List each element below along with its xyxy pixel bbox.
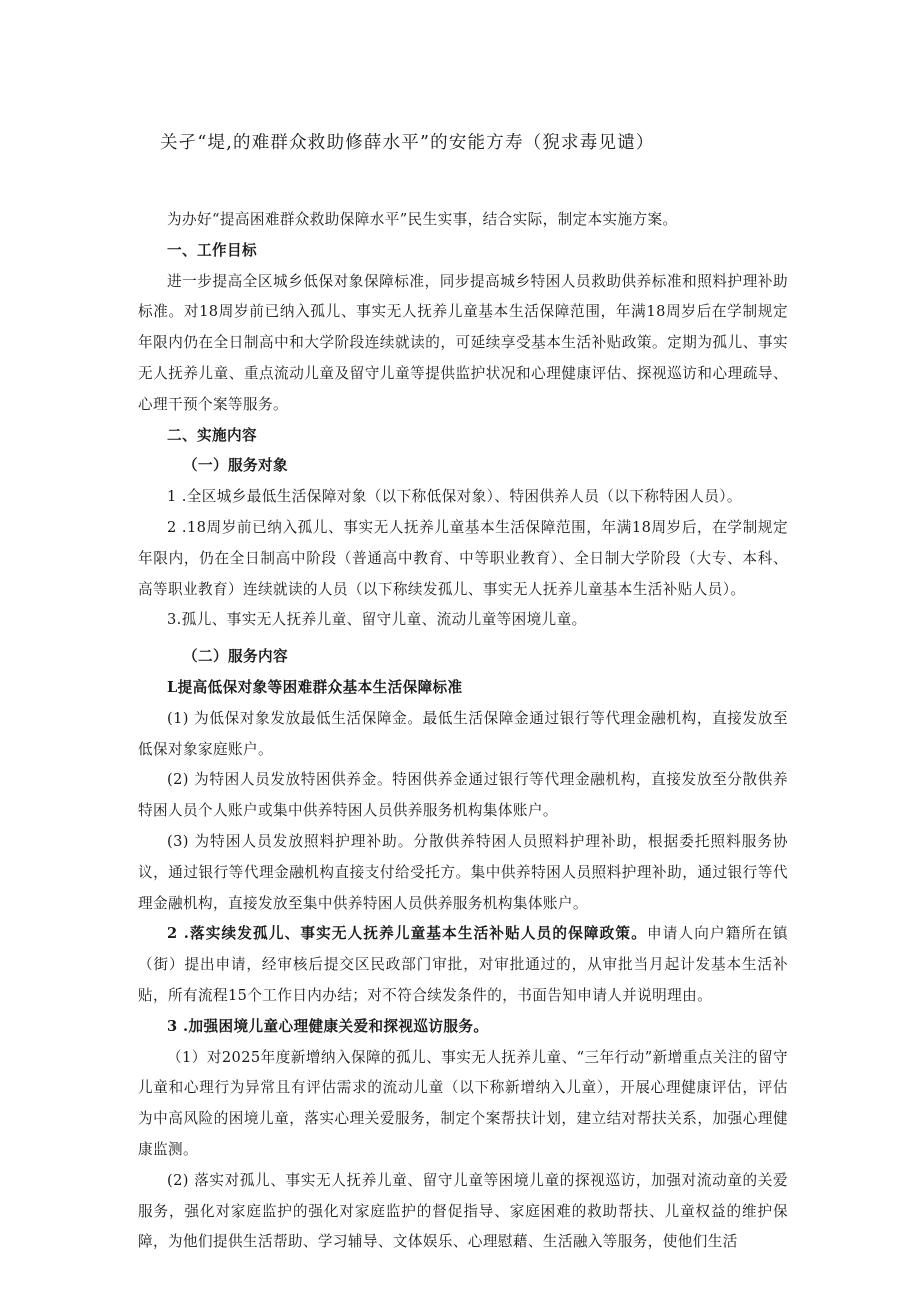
- target-item-1: 1 .全区城乡最低生活保障对象（以下称低保对象）、特困供养人员（以下称特困人员）。: [167, 488, 742, 506]
- section-heading-content: 二、实施内容: [167, 426, 257, 444]
- document-body: [138, 205, 788, 1258]
- item-1-paragraph-3: (3) 为特困人员发放照料护理补助。分散供养特困人员照料护理补助，根据委托照料服务协议，通过银行等代理金融机构直接支付给受托方。集中供养特困人员照料护理补助，通过银行等代理金融机构，直接发放至集中供养特困人员供养服务机构集体账户。: [138, 832, 788, 912]
- item-1-paragraph-1: (1) 为低保对象发放最低生活保障金。最低生活保障金通过银行等代理金融机构，直接发放至低保对象家庭账户。: [138, 709, 788, 758]
- target-item-3: 3.孤儿、事实无人抚养儿童、留守儿童、流动儿童等困境儿童。: [167, 611, 587, 629]
- item-2-text: 申请人向户籍所在镇（街）提出申请，经审核后提交区民政部门审批，对审批通过的，从审批当月起计发基本生活补贴，所有流程15个工作日内办结；对不符合续发条件的，书面告知申请人并说明理由。: [138, 925, 788, 1004]
- target-item-2: 2 .18周岁前已纳入孤儿、事实无人抚养儿童基本生活保障范围，年满18周岁后，在学制规定年限内，仍在全日制高中阶段（普通高中教育、中等职业教育）、全日制大学阶段（大专、本科、高等职业教育）连续就读的人员（以下称续发孤儿、事实无人抚养儿童基本生活补贴人员）。: [138, 518, 788, 598]
- item-3-heading: 3 .加强困境儿童心理健康关爱和探视巡访服务。: [167, 1017, 489, 1035]
- item-3-paragraph-2: (2) 落实对孤儿、事实无人抚养儿童、留守儿童等困境儿童的探视巡访，加强对流动童的关爱服务，强化对家庭监护的强化对家庭监护的督促指导、家庭困难的救助帮扶、儿童权益的维护保障，为他们提供生活帮助、学习辅导、文体娱乐、心理慰藉、生活融入等服务，使他们生活: [138, 1171, 788, 1251]
- item-1-heading: L提高低保对象等困难群众基本生活保障标准: [167, 678, 463, 696]
- subsection-heading-service-content: （二）服务内容: [183, 648, 288, 666]
- goals-paragraph: 进一步提高全区城乡低保对象保障标准，同步提高城乡特困人员救助供养标准和照料护理补助标准。对18周岁前已纳入孤儿、事实无人抚养儿童基本生活保障范围，年满18周岁后在学制规定年限内仍在全日制高中和大学阶段连续就读的，可延续享受基本生活补贴政策。定期为孤儿、事实无人抚养儿童、重点流动儿童及留守儿童等提供监护状况和心理健康评估、探视巡访和心理疏导、心理干预个案等服务。: [138, 272, 788, 413]
- section-heading-goals: 一、工作目标: [167, 241, 257, 259]
- intro-paragraph: 为办好“提高困难群众救助保障水平”民生实事，结合实际，制定本实施方案。: [167, 211, 678, 228]
- document-title: 关孑“堤,的难群众救助修薛水平”的安能方寿（猊求毒见谴）: [160, 133, 655, 153]
- subsection-heading-service-targets: （一）服务对象: [183, 457, 288, 475]
- item-3-paragraph-1: （1）对2025年度新增纳入保障的孤儿、事实无人抚养儿童、“三年行动”新增重点关注的留守儿童和心理行为异常且有评估需求的流动儿童（以下称新增纳入儿童），开展心理健康评估，评估为中高风险的困境儿童，落实心理关爱服务，制定个案帮扶计划，建立结对帮扶关系，加强心理健康监测。: [138, 1048, 788, 1158]
- item-2-lead: 2 .落实续发孤儿、事实无人抚养儿童基本生活补贴人员的保障政策。: [167, 925, 647, 943]
- item-2-paragraph: [138, 919, 788, 1011]
- item-1-paragraph-2: (2) 为特困人员发放特困供养金。特困供养金通过银行等代理金融机构，直接发放至分散供养特困人员个人账户或集中供养特困人员供养服务机构集体账户。: [138, 771, 788, 820]
